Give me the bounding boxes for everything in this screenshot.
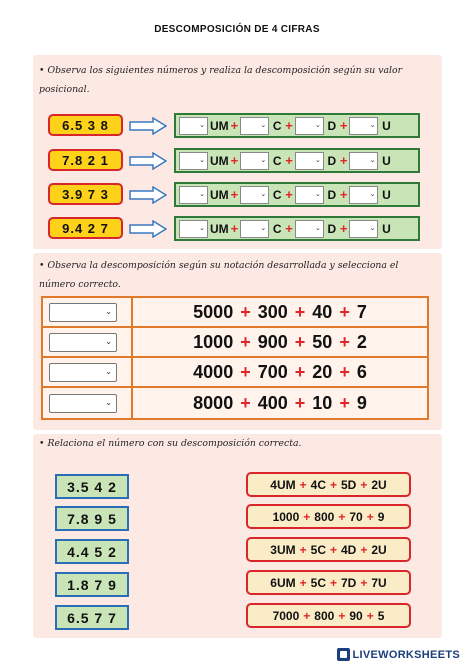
place-value-label: D: [327, 118, 337, 133]
answer-cell: [43, 328, 133, 356]
instruction-2: • Observa la descomposición según su notación desarrollada y selecciona el número correcto.: [39, 260, 399, 290]
term: 10: [312, 392, 333, 413]
plus-sign: +: [294, 392, 306, 413]
plus-sign: +: [240, 361, 251, 382]
term: 8000: [193, 392, 234, 413]
term: 1000: [272, 509, 300, 524]
term: 800: [314, 509, 335, 524]
chevron-down-icon: ⌄: [105, 397, 112, 407]
term: 4000: [193, 361, 234, 382]
chevron-down-icon: ⌄: [314, 190, 321, 198]
term: 800: [314, 608, 335, 623]
place-value-label: C: [272, 221, 282, 236]
term: 20: [312, 361, 333, 382]
plus-sign: +: [360, 477, 368, 492]
chevron-down-icon: ⌄: [369, 121, 376, 129]
term: 9: [356, 392, 367, 413]
plus-sign: +: [230, 187, 239, 202]
decomposition-card[interactable]: [246, 570, 411, 595]
number-card[interactable]: 1.8 7 9: [55, 572, 129, 597]
chevron-down-icon: ⌄: [369, 224, 376, 232]
term: 6UM: [270, 575, 296, 590]
instruction-2-line1: Observa la descomposición según su notación desarrollada y selecciona el: [47, 260, 399, 271]
instruction-1-line2: posicional.: [39, 84, 90, 95]
plus-sign: +: [366, 509, 374, 524]
term: 5C: [310, 575, 326, 590]
term: 7D: [341, 575, 357, 590]
expanded-notation: [133, 298, 427, 326]
expanded-notation: [133, 388, 427, 418]
place-value-label: C: [272, 118, 282, 133]
chevron-down-icon: ⌄: [314, 224, 321, 232]
answer-cell: [43, 388, 133, 418]
term: 6: [356, 361, 367, 382]
chevron-down-icon: ⌄: [105, 336, 112, 346]
number-badge: 3.9 7 3: [48, 183, 123, 205]
digit-dropdown[interactable]: [295, 186, 324, 204]
digit-dropdown[interactable]: [240, 220, 269, 238]
section-decompose: [33, 55, 442, 249]
decomposition-row: [174, 182, 420, 207]
plus-sign: +: [339, 221, 348, 236]
plus-sign: +: [339, 187, 348, 202]
term: 5D: [341, 477, 357, 492]
answer-cell: [43, 358, 133, 386]
chevron-down-icon: ⌄: [260, 190, 267, 198]
plus-sign: +: [240, 331, 251, 352]
instruction-3: • Relaciona el número con su descomposición correcta.: [39, 438, 302, 449]
term: 50: [312, 331, 333, 352]
plus-sign: +: [285, 118, 293, 133]
term: 900: [257, 331, 288, 352]
plus-sign: +: [360, 575, 368, 590]
chevron-down-icon: ⌄: [199, 121, 205, 129]
place-value-label: C: [272, 187, 282, 202]
number-card[interactable]: 7.8 9 5: [55, 506, 129, 531]
chevron-down-icon: ⌄: [369, 190, 376, 198]
decomposition-row: [174, 216, 420, 241]
plus-sign: +: [338, 608, 346, 623]
chevron-down-icon: ⌄: [199, 156, 205, 164]
place-value-label: D: [327, 221, 337, 236]
chevron-down-icon: ⌄: [105, 306, 112, 316]
logo-text: LIVEWORKSHEETS: [352, 648, 460, 661]
plus-sign: +: [339, 392, 350, 413]
digit-dropdown[interactable]: [179, 220, 208, 238]
plus-sign: +: [360, 542, 368, 557]
decomposition-row: [174, 113, 420, 138]
expanded-notation: [133, 328, 427, 356]
expression-row: [43, 298, 427, 328]
plus-sign: +: [299, 477, 307, 492]
term: 70: [349, 509, 363, 524]
plus-sign: +: [294, 331, 306, 352]
instruction-1: • Observa los siguientes números y realiza la descomposición según su valor posicional.: [39, 65, 403, 95]
answer-cell: [43, 298, 133, 326]
liveworksheets-logo: [337, 648, 461, 661]
number-badge: 9.4 2 7: [48, 217, 123, 239]
place-value-label: UM: [210, 187, 229, 202]
term: 5: [377, 608, 385, 623]
term: 5000: [193, 301, 234, 322]
digit-dropdown[interactable]: [179, 186, 208, 204]
digit-dropdown[interactable]: [295, 220, 324, 238]
chevron-down-icon: ⌄: [260, 156, 267, 164]
place-value-label: U: [382, 118, 391, 133]
plus-sign: +: [303, 509, 311, 524]
number-badge: 6.5 3 8: [48, 114, 123, 136]
digit-dropdown[interactable]: [295, 117, 324, 135]
decomposition-card[interactable]: [246, 472, 411, 497]
number-card[interactable]: 3.5 4 2: [55, 474, 129, 499]
digit-dropdown[interactable]: [240, 152, 269, 170]
arrow-right-icon: [129, 117, 167, 135]
term: 2U: [371, 542, 387, 557]
plus-sign: +: [329, 542, 337, 557]
expanded-notation: [133, 358, 427, 386]
instruction-3-text: Relaciona el número con su descomposición correcta.: [47, 438, 302, 449]
plus-sign: +: [230, 153, 239, 168]
expression-row: [43, 388, 427, 418]
place-value-label: UM: [210, 118, 229, 133]
arrow-right-icon: [129, 152, 167, 170]
digit-dropdown[interactable]: [179, 117, 208, 135]
number-card[interactable]: 4.4 5 2: [55, 539, 129, 564]
term: 2U: [371, 477, 387, 492]
plus-sign: +: [329, 477, 337, 492]
digit-dropdown[interactable]: [349, 186, 378, 204]
term: 90: [349, 608, 363, 623]
number-select[interactable]: [49, 303, 117, 322]
plus-sign: +: [338, 509, 346, 524]
chevron-down-icon: ⌄: [260, 121, 267, 129]
plus-sign: +: [230, 221, 239, 236]
place-value-label: UM: [210, 221, 229, 236]
plus-sign: +: [299, 542, 307, 557]
expression-row: [43, 328, 427, 358]
term: 3UM: [270, 542, 296, 557]
digit-dropdown[interactable]: [179, 152, 208, 170]
number-badge: 7.8 2 1: [48, 149, 123, 171]
chevron-down-icon: ⌄: [105, 366, 112, 376]
place-value-label: D: [327, 153, 337, 168]
number-select[interactable]: [49, 394, 117, 413]
chevron-down-icon: ⌄: [260, 224, 267, 232]
plus-sign: +: [329, 575, 337, 590]
term: 400: [257, 392, 288, 413]
place-value-label: U: [382, 153, 391, 168]
plus-sign: +: [339, 331, 350, 352]
chevron-down-icon: ⌄: [199, 190, 205, 198]
plus-sign: +: [285, 153, 293, 168]
plus-sign: +: [339, 153, 348, 168]
plus-sign: +: [294, 301, 306, 322]
term: 1000: [193, 331, 234, 352]
number-card[interactable]: 6.5 7 7: [55, 605, 129, 630]
term: 4UM: [270, 477, 296, 492]
plus-sign: +: [285, 187, 293, 202]
place-value-label: U: [382, 221, 391, 236]
plus-sign: +: [339, 361, 350, 382]
expression-table: [41, 296, 429, 420]
section-match: [33, 434, 442, 638]
plus-sign: +: [339, 118, 348, 133]
place-value-label: D: [327, 187, 337, 202]
instruction-2-line2: número correcto.: [39, 279, 121, 290]
number-select[interactable]: [49, 363, 117, 382]
place-value-label: U: [382, 187, 391, 202]
plus-sign: +: [366, 608, 374, 623]
plus-sign: +: [240, 392, 251, 413]
chevron-down-icon: ⌄: [199, 224, 205, 232]
decomposition-card[interactable]: [246, 537, 411, 562]
plus-sign: +: [285, 221, 293, 236]
chevron-down-icon: ⌄: [314, 121, 321, 129]
instruction-1-line1: Observa los siguientes números y realiza la descomposición según su valor: [47, 65, 403, 76]
plus-sign: +: [230, 118, 239, 133]
term: 4D: [341, 542, 357, 557]
section-select-number: [33, 253, 442, 430]
digit-dropdown[interactable]: [349, 117, 378, 135]
decomposition-card[interactable]: [246, 603, 411, 628]
digit-dropdown[interactable]: [240, 186, 269, 204]
term: 7U: [371, 575, 387, 590]
term: 7000: [272, 608, 300, 623]
digit-dropdown[interactable]: [295, 152, 324, 170]
digit-dropdown[interactable]: [349, 152, 378, 170]
term: 5C: [310, 542, 326, 557]
chevron-down-icon: ⌄: [314, 156, 321, 164]
plus-sign: +: [303, 608, 311, 623]
arrow-right-icon: [129, 186, 167, 204]
term: 300: [257, 301, 288, 322]
term: 2: [356, 331, 367, 352]
term: 40: [312, 301, 333, 322]
plus-sign: +: [299, 575, 307, 590]
term: 9: [377, 509, 385, 524]
term: 4C: [310, 477, 326, 492]
decomposition-card[interactable]: [246, 504, 411, 529]
arrow-right-icon: [129, 220, 167, 238]
page-title: DESCOMPOSICIÓN DE 4 CIFRAS: [154, 24, 320, 35]
term: 700: [257, 361, 288, 382]
logo-icon: [337, 648, 350, 661]
digit-dropdown[interactable]: [240, 117, 269, 135]
digit-dropdown[interactable]: [349, 220, 378, 238]
decomposition-row: [174, 148, 420, 173]
plus-sign: +: [294, 361, 306, 382]
place-value-label: C: [272, 153, 282, 168]
term: 7: [356, 301, 367, 322]
plus-sign: +: [339, 301, 350, 322]
chevron-down-icon: ⌄: [369, 156, 376, 164]
expression-row: [43, 358, 427, 388]
number-select[interactable]: [49, 333, 117, 352]
place-value-label: UM: [210, 153, 229, 168]
plus-sign: +: [240, 301, 251, 322]
